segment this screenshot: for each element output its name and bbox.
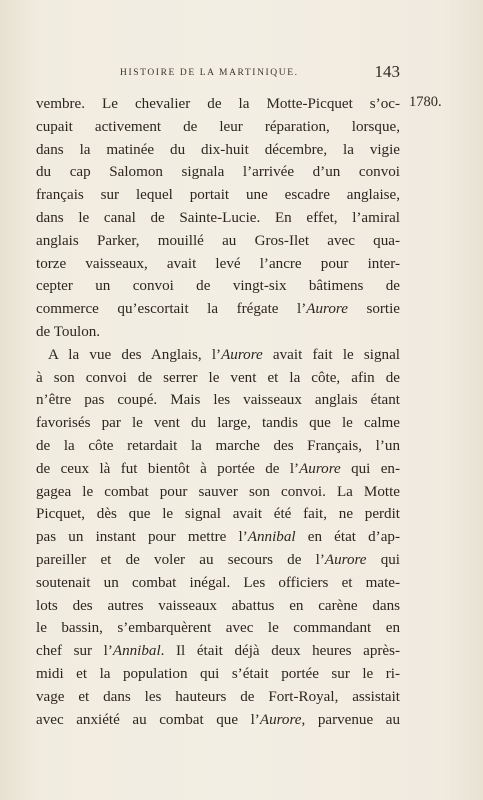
text-line: n’être pas coupé. Mais les vaisseaux anglais étant — [36, 392, 400, 409]
text-line: français sur lequel portait une escadre anglaise, — [36, 187, 400, 204]
text-line: le bassin, s’embarquèrent avec le commandant en — [36, 620, 400, 637]
text-line: de la côte retardait la marche des Français, l’un — [36, 437, 400, 454]
text-segment: avait fait le signal — [262, 346, 400, 363]
text-segment: , parvenue au — [301, 711, 400, 728]
margin-year-note: 1780. — [409, 94, 442, 110]
text-segment: qui — [366, 551, 400, 568]
ship-name: Aurore — [221, 346, 263, 363]
ship-name: Aurore — [259, 711, 302, 728]
text-line — [36, 526, 400, 549]
text-line: du cap Salomon signala l’arrivée d’un convoi — [36, 164, 400, 181]
text-segment: pas un instant pour mettre l’ — [36, 529, 248, 546]
text-segment: chef sur l’ — [36, 643, 113, 660]
text-line: cepter un convoi de vingt-six bâtimens de — [36, 278, 400, 295]
text-line: soutenait un combat inégal. Les officiers et mate- — [36, 574, 400, 591]
text-line: vembre. Le chevalier de la Motte-Picquet s’oc- — [36, 96, 400, 112]
text-line — [36, 640, 400, 663]
text-line: cupait activement de leur réparation, lorsque, — [36, 118, 400, 135]
text-line: lots des autres vaisseaux abattus en carène dans — [36, 597, 400, 614]
text-segment: avec anxiété au combat que l’ — [36, 711, 260, 728]
text-line: Picquet, dès que le signal avait été fait, ne perdit — [36, 506, 400, 523]
text-line — [36, 344, 400, 367]
text-line: à son convoi de serrer le vent et la côte, afin de — [36, 369, 400, 386]
text-line: de Toulon. — [36, 323, 101, 340]
text-line — [36, 709, 400, 732]
text-line — [36, 458, 400, 481]
text-segment: sortie — [347, 301, 400, 318]
text-line: vage et dans les hauteurs de Fort-Royal, assistait — [36, 688, 400, 705]
text-line: gagea le combat pour sauver son convoi. La Motte — [36, 483, 400, 500]
text-line: midi et la population qui s’était portée sur le ri- — [36, 665, 400, 682]
text-line: dans la matinée du dix-huit décembre, la vigie — [36, 141, 400, 158]
text-line: anglais Parker, mouillé au Gros-Ilet avec qua- — [36, 232, 400, 249]
ship-name: Annibal — [112, 643, 161, 660]
text-line — [36, 298, 400, 321]
ship-name: Aurore — [306, 301, 348, 318]
text-segment: . Il était déjà deux heures après- — [160, 643, 400, 660]
running-title: HISTOIRE DE LA MARTINIQUE. — [120, 68, 299, 78]
text-line — [36, 549, 400, 572]
text-segment: de ceux là fut bientôt à portée de l’ — [36, 460, 300, 477]
text-line: favorisés par le vent du large, tandis que le calme — [36, 415, 400, 432]
text-segment: A la vue des Anglais, l’ — [48, 346, 222, 363]
ship-name: Annibal — [247, 529, 296, 546]
body-text — [36, 93, 400, 731]
text-line: dans le canal de Sainte-Lucie. En effet, l’amiral — [36, 209, 400, 226]
text-segment: commerce qu’escortait la frégate l’ — [36, 301, 307, 318]
page-number: 143 — [374, 62, 400, 81]
text-segment: qui en- — [340, 460, 400, 477]
text-segment: en état d’ap- — [295, 529, 400, 546]
ship-name: Aurore — [299, 460, 341, 477]
text-line: torze vaisseaux, avait levé l’ancre pour inter- — [36, 255, 400, 272]
page-header — [36, 62, 400, 88]
ship-name: Aurore — [324, 551, 367, 568]
text-segment: pareiller et de voler au secours de l’ — [36, 551, 325, 568]
